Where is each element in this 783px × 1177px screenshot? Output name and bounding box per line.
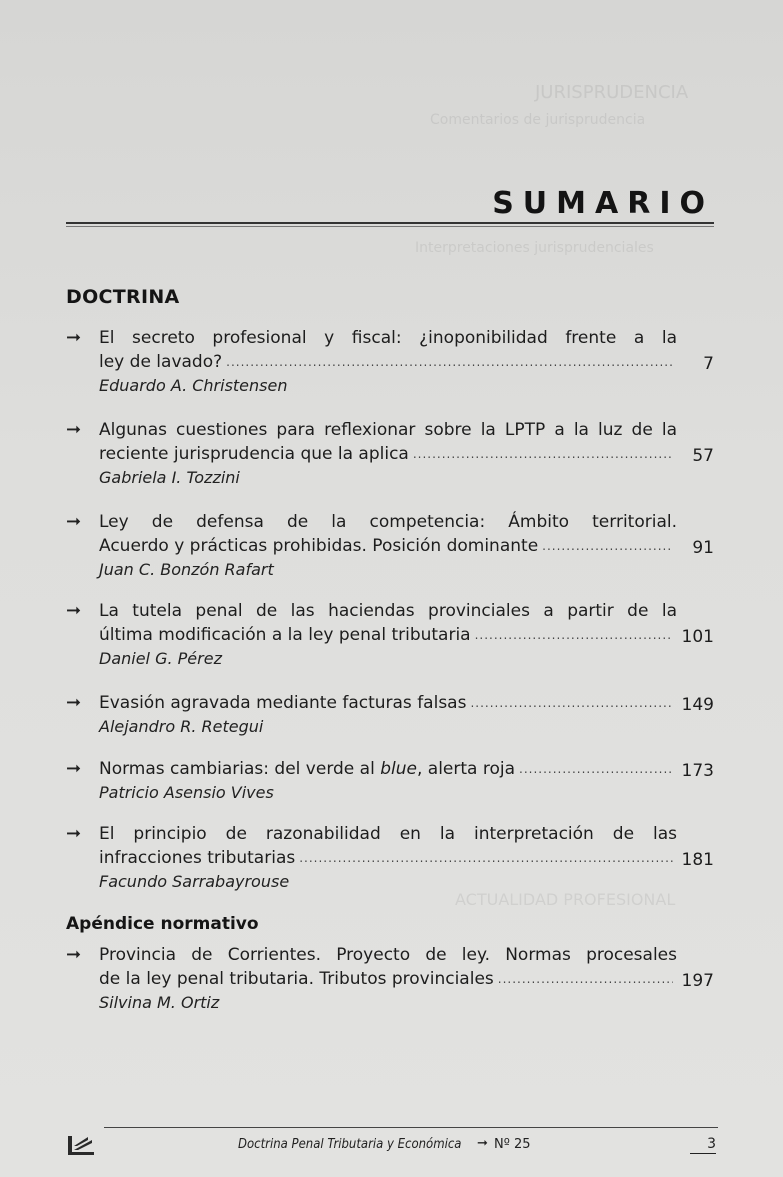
page-title: SUMARIO bbox=[492, 186, 714, 221]
entry-page-number: 7 bbox=[703, 354, 714, 374]
leader-dots bbox=[413, 442, 673, 466]
leader-dots bbox=[470, 691, 673, 715]
arrow-icon: ➞ bbox=[66, 600, 82, 621]
arrow-icon: ➞ bbox=[66, 511, 82, 532]
entry-title-line: Evasión agravada mediante facturas falsas ..... bbox=[99, 691, 677, 715]
title-rule-thin bbox=[66, 226, 714, 227]
entry-author: Gabriela I. Tozzini bbox=[99, 468, 240, 487]
entry-author: Eduardo A. Christensen bbox=[99, 376, 288, 395]
section-heading-apendice: Apéndice normativo bbox=[66, 914, 259, 934]
entry-author: Daniel G. Pérez bbox=[99, 649, 222, 668]
entry-title-line: El secreto profesional y fiscal: ¿inoponibilidad frente a la bbox=[99, 328, 677, 348]
footer-journal-title: Doctrina Penal Tributaria y Económica bbox=[238, 1137, 462, 1152]
entry-page-number: 197 bbox=[681, 971, 714, 991]
entry-author: Facundo Sarrabayrouse bbox=[99, 872, 290, 891]
entry-author: Juan C. Bonzón Rafart bbox=[99, 560, 274, 579]
footer-arrow-icon: ➞ bbox=[477, 1136, 488, 1151]
publisher-logo-icon bbox=[66, 1134, 96, 1156]
entry-title-line: La tutela penal de las haciendas provinciales a partir de la bbox=[99, 601, 677, 621]
entry-author: Patricio Asensio Vives bbox=[99, 783, 274, 802]
entry-title-line: El principio de razonabilidad en la interpretación de las bbox=[99, 824, 677, 844]
arrow-icon: ➞ bbox=[66, 823, 82, 844]
entry-page-number: 181 bbox=[681, 850, 714, 870]
footer-issue-number: Nº 25 bbox=[494, 1137, 531, 1152]
entry-title-line: Ley de defensa de la competencia: Ámbito territorial. bbox=[99, 512, 677, 532]
entry-page-number: 91 bbox=[692, 538, 714, 558]
entry-author: Alejandro R. Retegui bbox=[99, 717, 264, 736]
section-heading-doctrina: DOCTRINA bbox=[66, 286, 180, 308]
entry-title-line: reciente jurisprudencia que la aplica ..... bbox=[99, 442, 677, 466]
entry-page-number: 173 bbox=[681, 761, 714, 781]
entry-page-number: 101 bbox=[681, 627, 714, 647]
entry-title-line: Normas cambiarias: del verde al blue, alerta roja ..... bbox=[99, 757, 677, 781]
entry-title-line: última modificación a la ley penal tributaria ..... bbox=[99, 623, 677, 647]
entry-title-line: Provincia de Corrientes. Proyecto de ley. Normas procesales bbox=[99, 945, 677, 965]
entry-title-line: Acuerdo y prácticas prohibidas. Posición dominante ..... bbox=[99, 534, 677, 558]
arrow-icon: ➞ bbox=[66, 419, 82, 440]
bleed-through-text: Interpretaciones jurisprudenciales bbox=[415, 240, 654, 256]
entry-page-number: 57 bbox=[692, 446, 714, 466]
entry-title-line: infracciones tributarias ..... bbox=[99, 846, 677, 870]
entry-title-line: de la ley penal tributaria. Tributos provinciales ..... bbox=[99, 967, 677, 991]
title-rule bbox=[66, 222, 714, 224]
entry-title-line: ley de lavado? ..... bbox=[99, 350, 677, 374]
arrow-icon: ➞ bbox=[66, 758, 82, 779]
bleed-through-text: ACTUALIDAD PROFESIONAL bbox=[455, 890, 676, 909]
footer-page-number: 3 bbox=[690, 1136, 716, 1154]
bleed-through-text: JURISPRUDENCIA bbox=[535, 82, 689, 103]
entry-page-number: 149 bbox=[681, 695, 714, 715]
leader-dots bbox=[299, 846, 673, 870]
entry-author: Silvina M. Ortiz bbox=[99, 993, 220, 1012]
footer-rule bbox=[104, 1127, 718, 1128]
bleed-through-text: Comentarios de jurisprudencia bbox=[430, 112, 646, 128]
entry-title-line: Algunas cuestiones para reflexionar sobre la LPTP a la luz de la bbox=[99, 420, 677, 440]
arrow-icon: ➞ bbox=[66, 944, 82, 965]
arrow-icon: ➞ bbox=[66, 327, 82, 348]
arrow-icon: ➞ bbox=[66, 692, 82, 713]
leader-dots bbox=[226, 350, 673, 374]
